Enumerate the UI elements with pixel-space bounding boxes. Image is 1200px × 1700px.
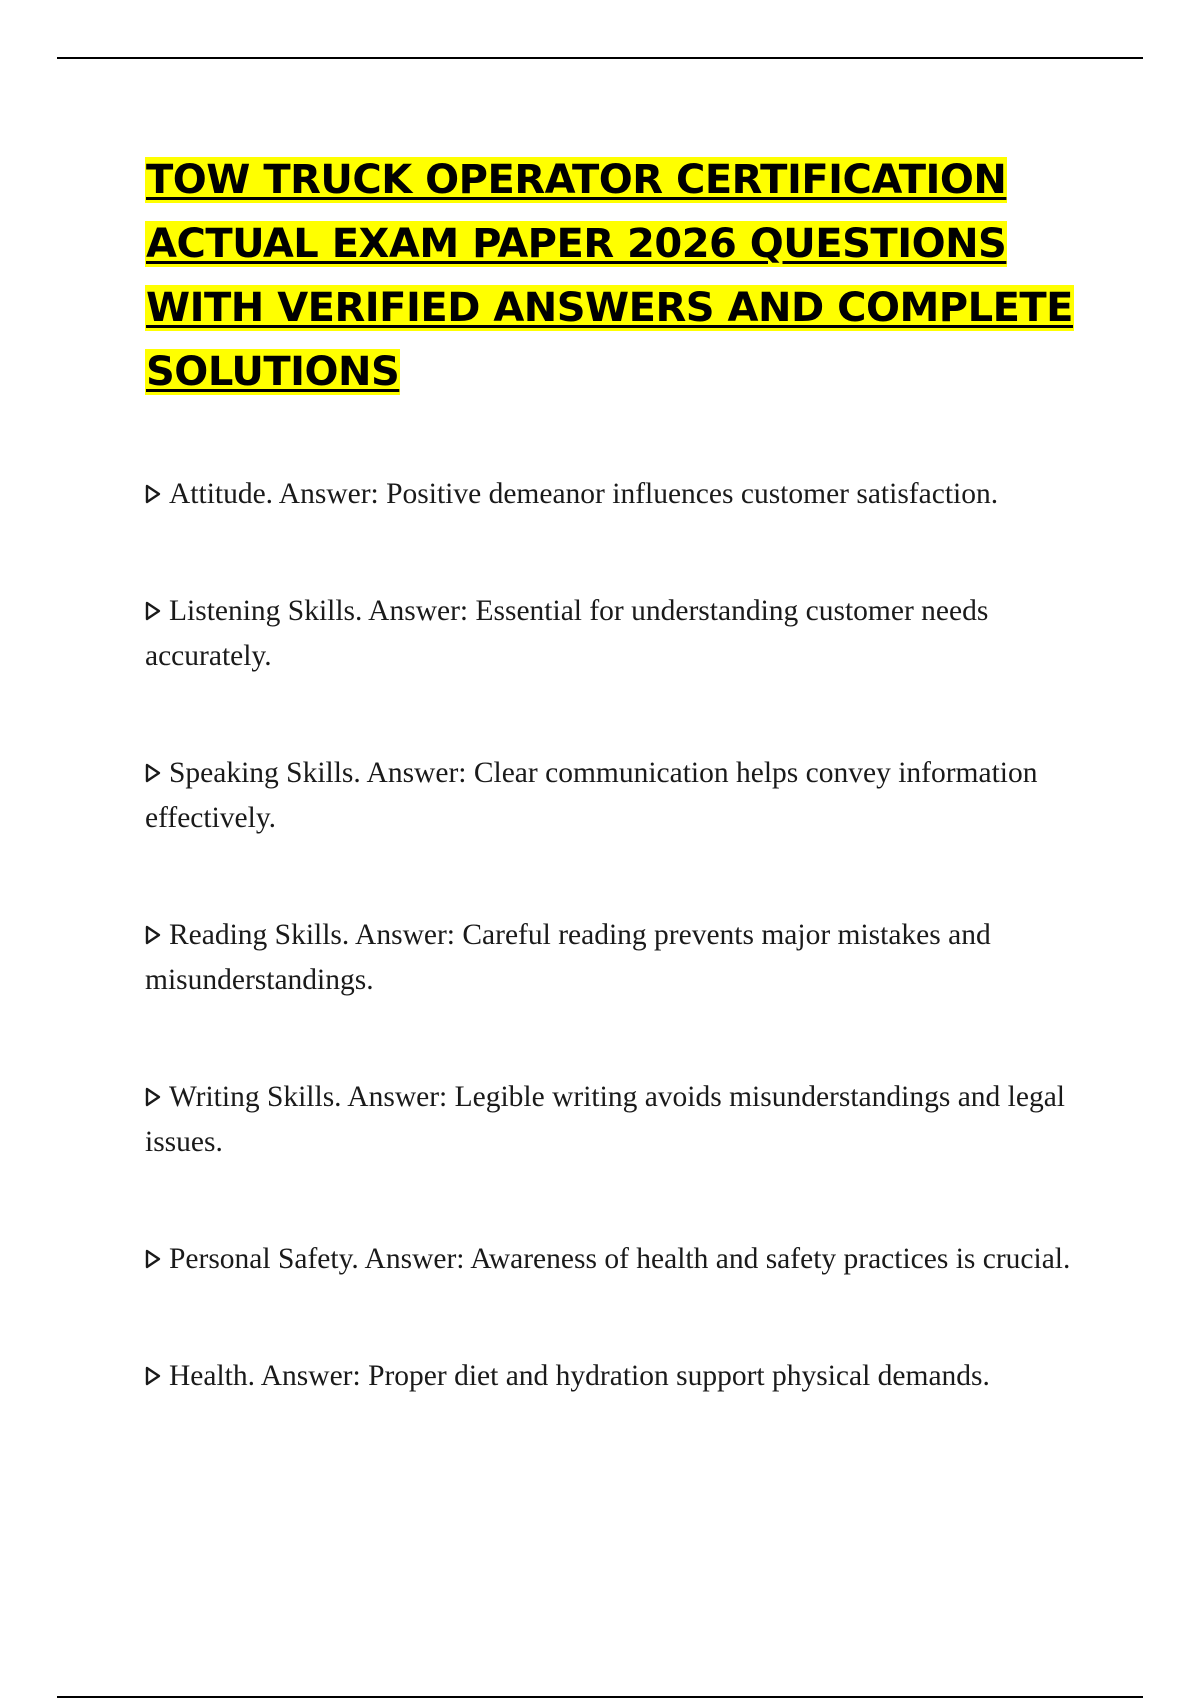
- top-rule: [57, 57, 1143, 59]
- qa-item-text: Reading Skills. Answer: Careful reading prevents major mistakes and misunderstandings.: [145, 919, 991, 996]
- outline-triangle-right-icon: [145, 925, 161, 945]
- outline-triangle-right-icon: [145, 484, 161, 504]
- outline-triangle-right-icon: [145, 1087, 161, 1107]
- title-highlight: TOW TRUCK OPERATOR CERTIFICATION ACTUAL EXAM PAPER 2026 QUESTIONS WITH VERIFIED ANSWERS AND COMPLETE SOLUTIONS: [146, 157, 1074, 395]
- outline-triangle-right-icon: [145, 1366, 161, 1386]
- qa-item-text: Writing Skills. Answer: Legible writing avoids misunderstandings and legal issues.: [145, 1081, 1065, 1158]
- qa-item-text: Personal Safety. Answer: Awareness of health and safety practices is crucial.: [169, 1243, 1071, 1275]
- outline-triangle-right-icon: [145, 601, 161, 621]
- bottom-rule: [57, 1696, 1143, 1698]
- qa-item-speaking-skills: [145, 751, 1090, 841]
- qa-item-health: [145, 1354, 1090, 1399]
- qa-item-personal-safety: [145, 1237, 1090, 1282]
- outline-triangle-right-icon: [145, 1249, 161, 1269]
- qa-item-listening-skills: [145, 589, 1090, 679]
- qa-item-text: Speaking Skills. Answer: Clear communication helps convey information effectively.: [145, 757, 1038, 834]
- qa-item-attitude: [145, 472, 1090, 517]
- qa-item-reading-skills: [145, 913, 1090, 1003]
- outline-triangle-right-icon: [145, 763, 161, 783]
- qa-item-text: Health. Answer: Proper diet and hydration support physical demands.: [169, 1360, 990, 1392]
- qa-list: [145, 472, 1090, 1471]
- qa-item-writing-skills: [145, 1075, 1090, 1165]
- document-title: [145, 148, 1105, 404]
- qa-item-text: Attitude. Answer: Positive demeanor influences customer satisfaction.: [169, 478, 999, 510]
- qa-item-text: Listening Skills. Answer: Essential for understanding customer needs accurately.: [145, 595, 989, 672]
